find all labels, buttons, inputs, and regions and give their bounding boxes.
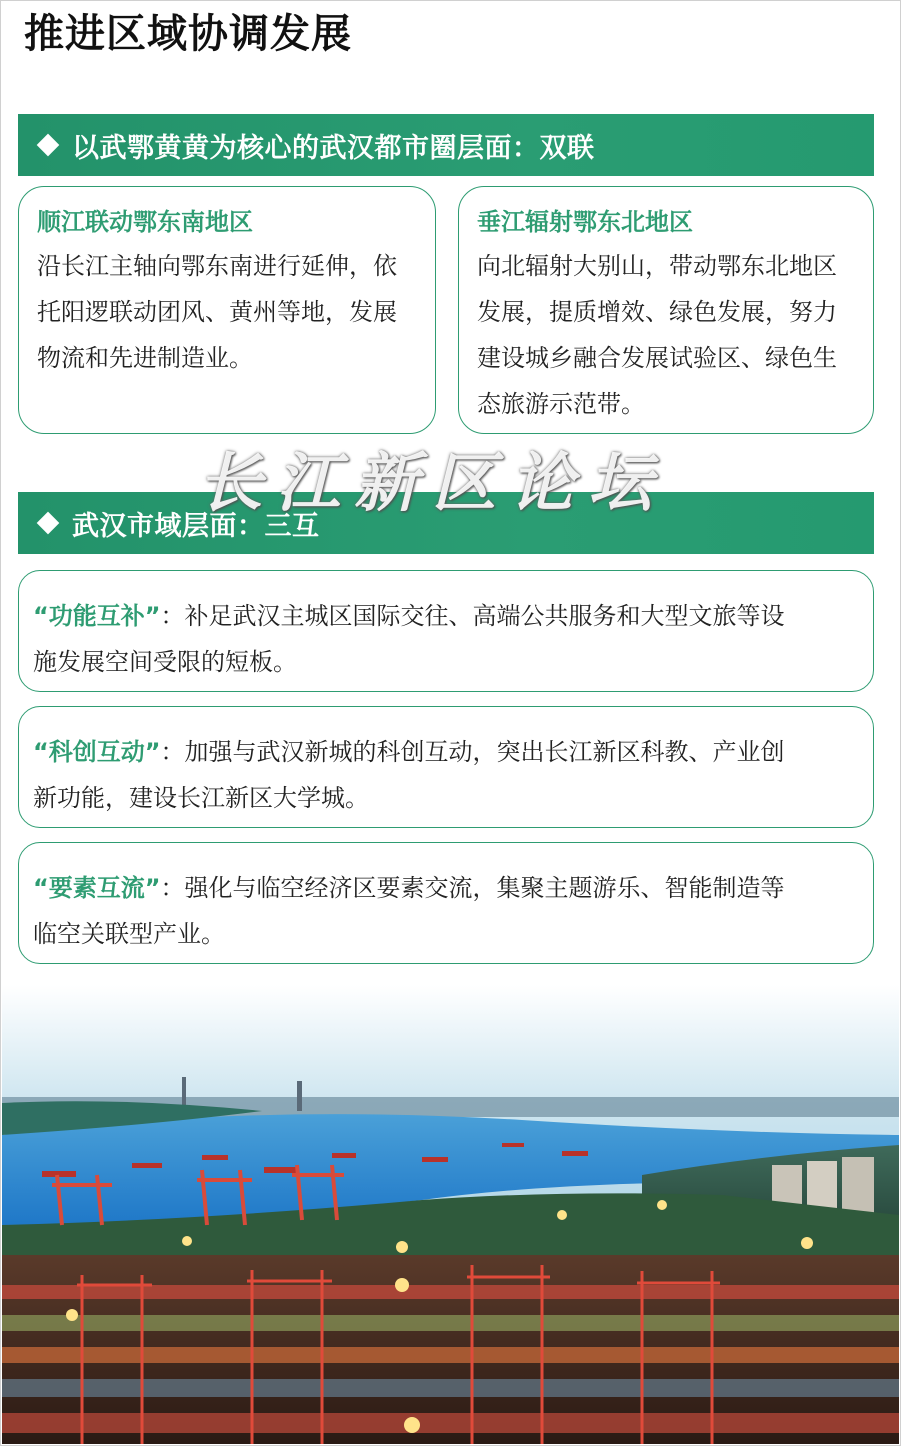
port-photo [2,985,899,1444]
section-header-metro-circle [18,114,874,176]
item-highlight: “功能互补” [33,602,161,630]
item-line: 新功能，建设长江新区大学城。 [33,784,369,812]
card-body [37,243,425,381]
card-line: 建设城乡融合发展试验区、绿色生 [477,344,837,372]
diamond-bullet-icon [37,512,60,535]
section-header-text: 以武鄂黄黄为核心的武汉都市圈层面：双联 [72,132,595,164]
item-highlight: “科创互动” [33,738,161,766]
item-line: 临空关联型产业。 [33,920,225,948]
page-title: 推进区域协调发展 [24,11,352,57]
item-line [33,865,861,911]
item-text: ：加强与武汉新城的科创互动，突出长江新区科教、产业创 [160,738,785,766]
card-title: 垂江辐射鄂东北地区 [477,208,693,236]
port-photo-illustration [2,985,899,1444]
card-line: 沿长江主轴向鄂东南进行延伸，依 [37,252,397,280]
item-text: ：强化与临空经济区要素交流，集聚主题游乐、智能制造等 [160,874,785,902]
item-line [33,729,861,775]
card-southeast [18,186,436,434]
item-innovation-interaction [18,706,874,828]
item-line [33,593,861,639]
card-line: 物流和先进制造业。 [37,344,253,372]
section-header-text: 武汉市域层面：三互 [72,510,320,542]
card-line: 态旅游示范带。 [477,390,645,418]
diamond-bullet-icon [37,134,60,157]
card-line: 发展，提质增效、绿色发展，努力 [477,298,837,326]
card-line: 托阳逻联动团风、黄州等地，发展 [37,298,397,326]
watermark-text: 长江新区论坛 [198,446,666,521]
card-northeast [458,186,874,434]
item-factor-flow [18,842,874,964]
card-body [477,243,865,427]
item-function-complement [18,570,874,692]
item-line: 施发展空间受限的短板。 [33,648,297,676]
card-title: 顺江联动鄂东南地区 [37,208,253,236]
card-line: 向北辐射大别山，带动鄂东北地区 [477,252,837,280]
item-highlight: “要素互流” [33,874,161,902]
item-text: ：补足武汉主城区国际交往、高端公共服务和大型文旅等设 [160,602,785,630]
